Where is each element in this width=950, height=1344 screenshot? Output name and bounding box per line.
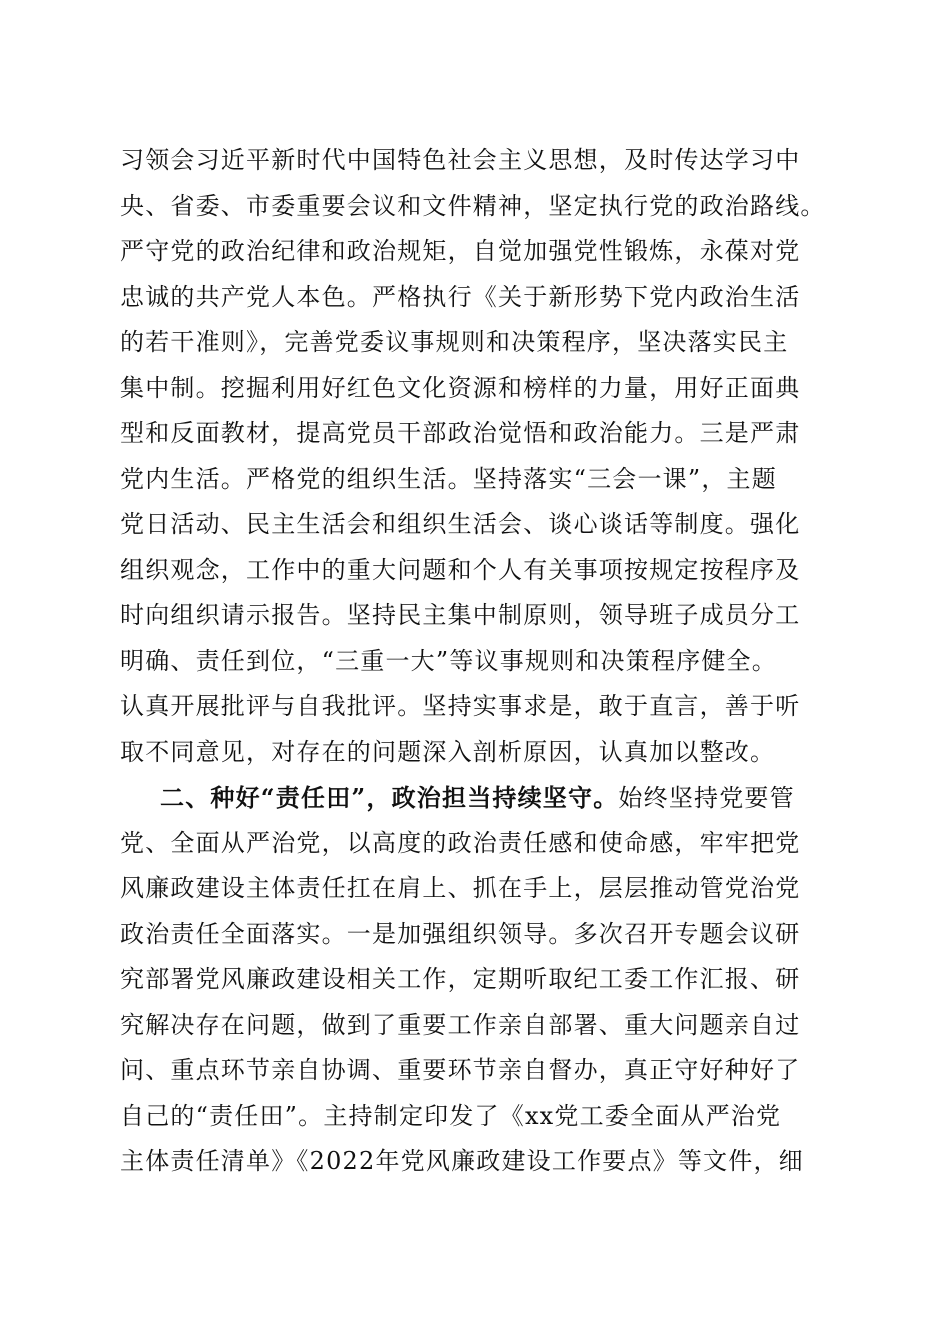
text-line: 央、省委、市委重要会议和文件精神，坚定执行党的政治路线。 [120, 191, 826, 220]
text-line: 型和反面教材，提高党员干部政治觉悟和政治能力。三是严肃 [120, 419, 801, 447]
text-line: 问、重点环节亲自协调、重要环节亲自督办，真正守好种好了 [120, 1056, 801, 1084]
text-line: 主体责任清单》《2022年党风廉政建设工作要点》等文件，细 [120, 1147, 804, 1175]
text-line: 党内生活。严格党的组织生活。坚持落实“三会一课”，主题 [120, 464, 777, 493]
heading-continuation: 始终坚持党要管 [618, 784, 795, 812]
text-line: 自己的“责任田”。主持制定印发了《xx党工委全面从严治党 [120, 1101, 782, 1130]
text-line: 集中制。挖掘利用好红色文化资源和榜样的力量，用好正面典 [120, 373, 801, 402]
text-line: 习领会习近平新时代中国特色社会主义思想，及时传达学习中 [120, 146, 801, 174]
paragraph-2 [120, 775, 835, 1185]
text-line: 党日活动、民主生活会和组织生活会、谈心谈话等制度。强化 [120, 510, 801, 538]
text-line: 取不同意见，对存在的问题深入剖析原因，认真加以整改。 [120, 737, 776, 766]
document-body [120, 138, 835, 1185]
text-line: 究部署党风廉政建设相关工作，定期听取纪工委工作汇报、研 [120, 965, 801, 993]
text-line: 严守党的政治纪律和政治规矩，自觉加强党性锻炼，永葆对党 [120, 237, 801, 265]
section-heading: 二、种好“责任田”，政治担当持续坚守。 [160, 783, 619, 812]
text-line: 政治责任全面落实。一是加强组织领导。多次召开专题会议研 [120, 919, 801, 948]
text-line-first [120, 775, 835, 821]
text-line: 明确、责任到位，“三重一大”等议事规则和决策程序健全。 [120, 646, 777, 675]
text-line: 党、全面从严治党，以高度的政治责任感和使命感，牢牢把党 [120, 828, 801, 857]
text-line: 忠诚的共产党人本色。严格执行《关于新形势下党内政治生活 [120, 282, 801, 311]
text-line: 究解决存在问题，做到了重要工作亲自部署、重大问题亲自过 [120, 1010, 801, 1039]
text-line: 风廉政建设主体责任扛在肩上、抓在手上，层层推动管党治党 [120, 874, 801, 902]
text-line: 的若干准则》，完善党委议事规则和决策程序，坚决落实民主 [120, 328, 789, 356]
text-line: 认真开展批评与自我批评。坚持实事求是，敢于直言，善于听 [120, 692, 801, 720]
text-line: 时向组织请示报告。坚持民主集中制原则，领导班子成员分工 [120, 601, 801, 629]
paragraph-1 [120, 138, 835, 775]
text-line: 组织观念，工作中的重大问题和个人有关事项按规定按程序及 [120, 555, 801, 584]
